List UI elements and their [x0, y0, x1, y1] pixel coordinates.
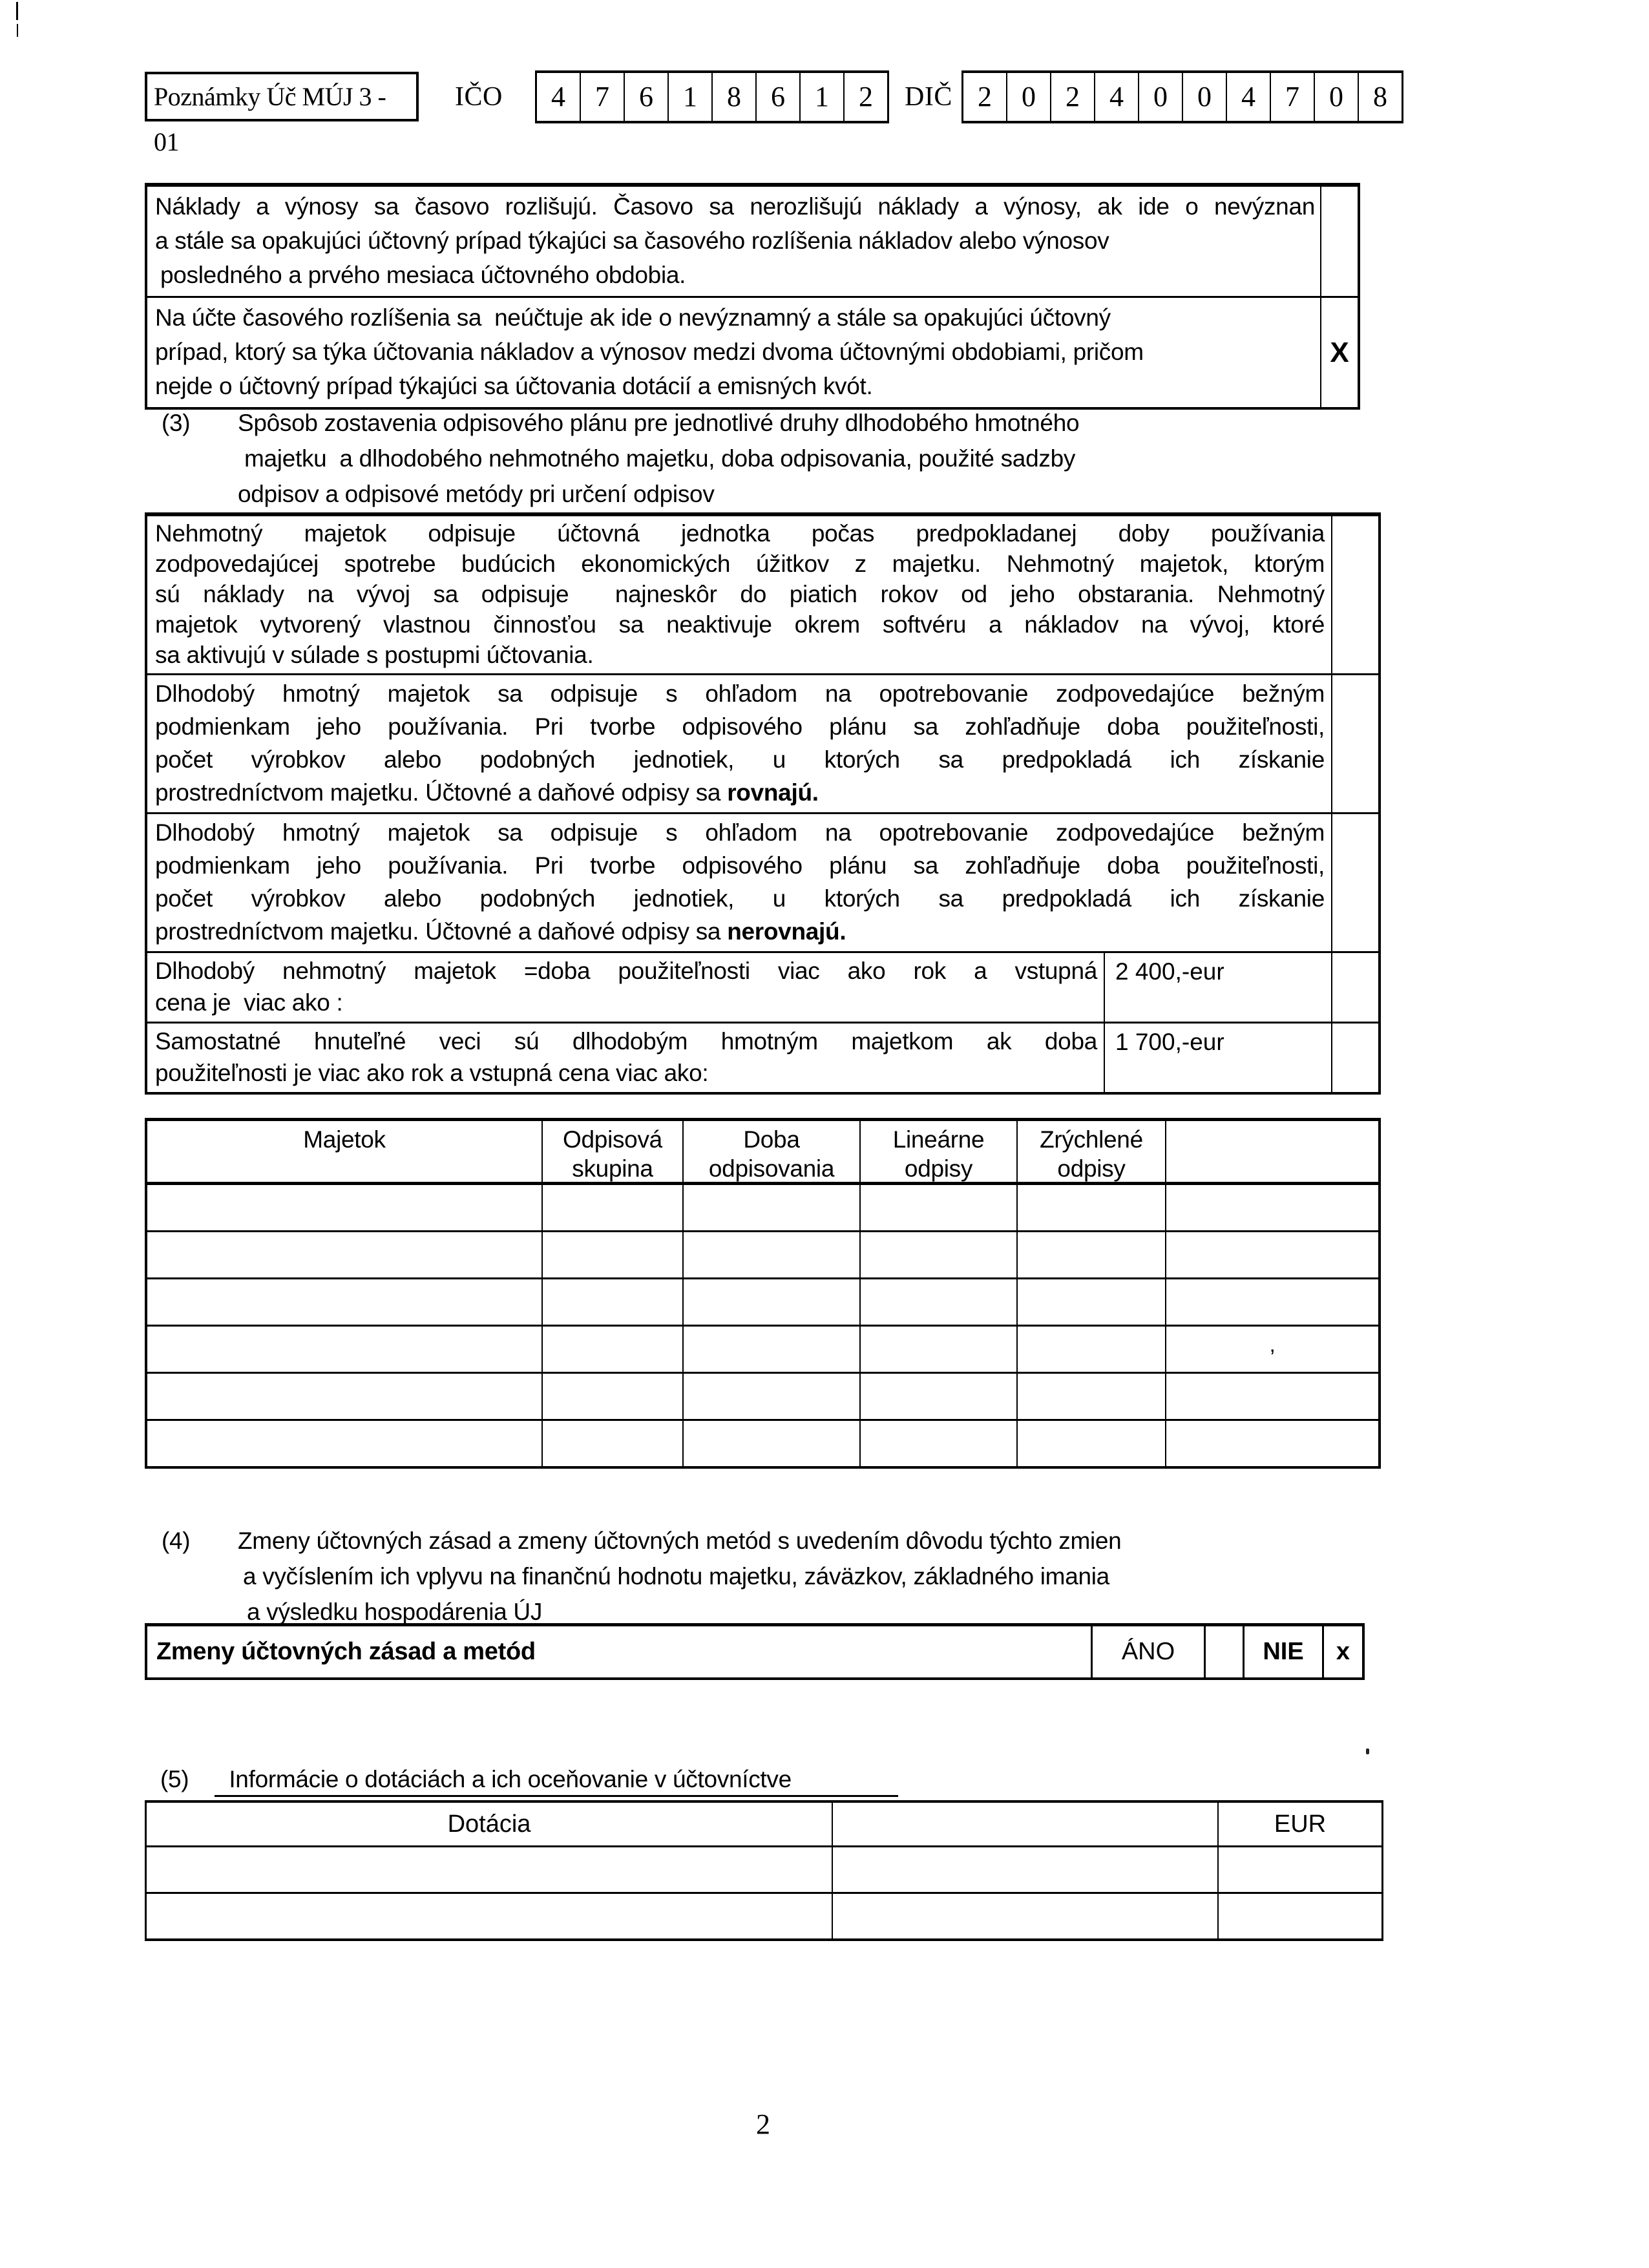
- table-cell: [543, 1421, 684, 1466]
- dic-label: DIČ: [905, 82, 952, 112]
- ico-digit: 6: [757, 73, 801, 121]
- text-line: majetok vytvorený vlastnou činnosťou sa neaktivuje okrem softvéru a nákladov na vývoj, ktoré: [155, 611, 1325, 638]
- threshold-value: 2 400,-eur: [1104, 953, 1331, 1022]
- ico-digit: 6: [625, 73, 669, 121]
- text-line: sú náklady na vývoj sa odpisuje najneskôr do piatich rokov od jeho obstarania. Nehmotný: [155, 581, 1325, 607]
- table-cell: [147, 1421, 543, 1466]
- form-title: Poznámky Úč MÚJ 3 - 01: [154, 82, 386, 156]
- table-cell: [1018, 1279, 1166, 1325]
- section3-number: (3): [162, 410, 191, 436]
- column-header: Doba odpisovania: [684, 1121, 861, 1183]
- table-cell: [147, 1185, 543, 1230]
- table-row: [147, 953, 1378, 1024]
- subsidies-table: [145, 1800, 1383, 1941]
- table-cell: [1018, 1421, 1166, 1466]
- heading-line: Zmeny účtovných zásad a zmeny účtovných metód s uvedením dôvodu týchto zmien: [238, 1528, 1122, 1554]
- yes-label-cell: ÁNO: [1091, 1626, 1204, 1677]
- section4-number: (4): [162, 1528, 191, 1554]
- table-row: [147, 1232, 1378, 1279]
- heading-line: Spôsob zostavenia odpisového plánu pre jednotlivé druhy dlhodobého hmotného: [238, 410, 1080, 436]
- section5-heading: [160, 1766, 792, 1793]
- table-cell: [1166, 1279, 1378, 1325]
- table-cell: [1018, 1327, 1166, 1372]
- threshold-text: [147, 953, 1104, 1022]
- intangible-threshold-row: [147, 953, 1331, 1022]
- column-header: [833, 1803, 1219, 1845]
- tangible-equal-policy-text: [147, 675, 1331, 812]
- table-cell: [1166, 1185, 1378, 1230]
- table-cell: [1166, 1421, 1378, 1466]
- page-number: 2: [756, 2108, 770, 2140]
- stray-mark: [16, 2, 18, 20]
- text-line: Náklady a výnosy sa časovo rozlišujú. Časovo sa nerozlišujú náklady a výnosy, ak ide o nevýznan: [155, 193, 1315, 220]
- table-cell: [147, 1374, 543, 1419]
- text-line: použiteľnosti je viac ako rok a vstupná cena viac ako:: [155, 1060, 709, 1086]
- table-cell: [1018, 1185, 1166, 1230]
- table-cell: ’: [1270, 1345, 1275, 1370]
- text-line: [155, 776, 1325, 809]
- asset-depreciation-table: [145, 1118, 1381, 1469]
- table-cell: [1166, 1374, 1378, 1419]
- column-header: Lineárne odpisy: [861, 1121, 1018, 1183]
- dic-digit: 0: [1183, 73, 1227, 121]
- table-row: [147, 814, 1378, 953]
- text-line: Dlhodobý hmotný majetok sa odpisuje s ohľadom na opotrebovanie zodpovedajúce bežným: [155, 819, 1325, 846]
- ico-digit: 2: [859, 81, 873, 112]
- table-cell: [861, 1279, 1018, 1325]
- table-cell: [1018, 1374, 1166, 1419]
- checkbox-cell: [1331, 953, 1378, 1022]
- section4-heading: [162, 1523, 1176, 1630]
- table-cell: [861, 1185, 1018, 1230]
- table-row: [147, 1185, 1378, 1232]
- ico-digit: 1: [669, 73, 713, 121]
- column-header: Majetok: [147, 1121, 543, 1183]
- question-label: Zmeny účtovných zásad a metód: [156, 1638, 536, 1665]
- x-mark-cell: X: [1320, 298, 1358, 407]
- table-cell: [543, 1232, 684, 1277]
- table-cell: [543, 1185, 684, 1230]
- dic-digit: 0: [1007, 73, 1051, 121]
- text-line: Dlhodobý nehmotný majetok =doba použiteľnosti viac ako rok a vstupná: [155, 958, 1097, 984]
- table-cell: [861, 1374, 1018, 1419]
- ico-digit-boxes: [535, 70, 889, 123]
- ico-digit: 4: [537, 73, 581, 121]
- ico-digit: 1: [801, 73, 845, 121]
- bold-text: nerovnajú.: [727, 918, 846, 945]
- text-line: zodpovedajúcej spotrebe budúcich ekonomických úžitkov z majetku. Nehmotný majetok, ktorým: [155, 551, 1325, 577]
- dic-digit: 4: [1227, 73, 1271, 121]
- heading-underline: [215, 1795, 898, 1797]
- heading-line: odpisov a odpisové metódy pri určení odpisov: [238, 481, 715, 507]
- stray-mark: [17, 24, 18, 37]
- table-row: [147, 1279, 1378, 1327]
- table-cell: [861, 1327, 1018, 1372]
- no-checkbox-cell: x: [1322, 1626, 1362, 1677]
- table-cell: [833, 1847, 1219, 1892]
- heading-line: a výsledku hospodárenia ÚJ: [247, 1599, 543, 1625]
- table-cell: [543, 1374, 684, 1419]
- accrual-statement-table: [145, 183, 1360, 410]
- dic-digit-boxes: [961, 70, 1403, 123]
- tangible-unequal-policy-text: [147, 814, 1331, 951]
- threshold-value: 1 700,-eur: [1104, 1024, 1331, 1092]
- heading-line: a vyčíslením ich vplyvu na finančnú hodnotu majetku, záväzkov, základného imania: [243, 1563, 1109, 1590]
- dic-digit: 8: [1373, 81, 1387, 112]
- text-line: a stále sa opakujúci účtovný prípad týkajúci sa časového rozlíšenia nákladov alebo výnosov: [155, 227, 1109, 254]
- text-line: Na účte časového rozlíšenia sa neúčtuje ak ide o nevýznamný a stále sa opakujúci účtovný: [155, 304, 1111, 331]
- column-header: [1166, 1121, 1378, 1183]
- ico-digit: 7: [581, 73, 625, 121]
- bold-text: rovnajú.: [727, 779, 819, 806]
- ico-digit: 8: [713, 73, 757, 121]
- yes-checkbox-cell: [1204, 1626, 1243, 1677]
- checkbox-cell: [1331, 1024, 1378, 1092]
- text-line: počet výrobkov alebo podobných jednotiek, u ktorých sa predpokladá ich získanie: [155, 885, 1325, 912]
- table-cell: [147, 1327, 543, 1372]
- accrual-row2-text: [147, 298, 1320, 407]
- table-row: [147, 1024, 1378, 1092]
- ico-label: IČO: [455, 82, 503, 112]
- table-cell: [684, 1279, 861, 1325]
- heading-text: Informácie o dotáciách a ich oceňovanie v účtovníctve: [229, 1766, 792, 1792]
- table-cell: [147, 1232, 543, 1277]
- table-row: [147, 1847, 1381, 1894]
- heading-line: majetku a dlhodobého nehmotného majetku, doba odpisovania, použité sadzby: [244, 445, 1076, 472]
- checkbox-cell: [1331, 814, 1378, 951]
- dic-digit: 2: [963, 73, 1007, 121]
- text-segment: prostredníctvom majetku. Účtovné a daňové odpisy sa: [155, 779, 728, 806]
- table-cell: [684, 1421, 861, 1466]
- text-line: podmienkam jeho používania. Pri tvorbe odpisového plánu sa zohľadňuje doba použiteľnosti,: [155, 852, 1325, 879]
- table-cell: [147, 1847, 833, 1892]
- text-line: prípad, ktorý sa týka účtovania nákladov a výnosov medzi dvoma účtovnými obdobiami, pričom: [155, 339, 1144, 365]
- table-row: [147, 187, 1358, 296]
- table-row: [147, 675, 1378, 814]
- table-header-row: [147, 1803, 1381, 1847]
- text-line: Samostatné hnuteľné veci sú dlhodobým hmotným majetkom ak doba: [155, 1028, 1097, 1055]
- intangible-policy-text: [147, 516, 1331, 673]
- text-line: posledného a prvého mesiaca účtovného obdobia.: [160, 262, 686, 288]
- table-cell: [684, 1185, 861, 1230]
- checkbox-cell: [1320, 187, 1358, 296]
- table-header-row: [147, 1121, 1378, 1185]
- text-segment: prostredníctvom majetku. Účtovné a daňové odpisy sa: [155, 918, 728, 945]
- text-line: sa aktivujú v súlade s postupmi účtovania.: [155, 642, 594, 668]
- threshold-text: [147, 1024, 1104, 1092]
- table-row: [147, 1327, 1378, 1374]
- tangible-threshold-row: [147, 1024, 1331, 1092]
- column-header: EUR: [1274, 1810, 1327, 1838]
- accrual-row1-text: [147, 187, 1320, 296]
- table-cell: [543, 1279, 684, 1325]
- table-cell: [684, 1232, 861, 1277]
- dic-digit: 0: [1139, 73, 1183, 121]
- text-line: podmienkam jeho používania. Pri tvorbe odpisového plánu sa zohľadňuje doba použiteľnosti,: [155, 713, 1325, 740]
- table-row: [147, 1894, 1381, 1938]
- text-line: Nehmotný majetok odpisuje účtovná jednotka počas predpokladanej doby používania: [155, 520, 1325, 547]
- table-cell: [147, 1279, 543, 1325]
- table-cell: [543, 1327, 684, 1372]
- form-title-box: [145, 72, 419, 156]
- column-header: Zrýchlené odpisy: [1018, 1121, 1166, 1183]
- table-row: [147, 1421, 1378, 1466]
- dic-digit: 4: [1095, 73, 1139, 121]
- accounting-changes-row: [145, 1623, 1365, 1680]
- column-header: Odpisová skupina: [543, 1121, 684, 1183]
- checkbox-cell: [1331, 675, 1378, 812]
- table-cell: [1018, 1232, 1166, 1277]
- column-header: Dotácia: [147, 1803, 833, 1845]
- text-line: [155, 915, 1325, 948]
- table-row: [147, 1374, 1378, 1421]
- table-cell: [1219, 1847, 1381, 1892]
- table-cell: [684, 1327, 861, 1372]
- dic-digit: 0: [1315, 73, 1359, 121]
- table-row: [147, 296, 1358, 407]
- table-cell: [861, 1421, 1018, 1466]
- table-row: [147, 516, 1378, 675]
- table-cell: [1166, 1232, 1378, 1277]
- text-line: počet výrobkov alebo podobných jednotiek, u ktorých sa predpokladá ich získanie: [155, 746, 1325, 773]
- table-cell: [861, 1232, 1018, 1277]
- stray-mark: [1366, 1748, 1369, 1754]
- text-line: Dlhodobý hmotný majetok sa odpisuje s ohľadom na opotrebovanie zodpovedajúce bežným: [155, 680, 1325, 707]
- dic-digit: 2: [1051, 73, 1095, 121]
- table-cell: [684, 1374, 861, 1419]
- depreciation-policy-table: [145, 512, 1381, 1095]
- table-cell: [1219, 1894, 1381, 1938]
- dic-digit: 7: [1271, 73, 1315, 121]
- text-line: nejde o účtovný prípad týkajúci sa účtovania dotácií a emisných kvót.: [155, 373, 873, 399]
- checkbox-cell: [1331, 516, 1378, 673]
- table-cell: [833, 1894, 1219, 1938]
- section3-heading: [162, 405, 1176, 512]
- section5-number: (5): [160, 1766, 189, 1792]
- text-line: cena je viac ako :: [155, 989, 343, 1016]
- table-cell: [147, 1894, 833, 1938]
- no-label-cell: NIE: [1243, 1626, 1322, 1677]
